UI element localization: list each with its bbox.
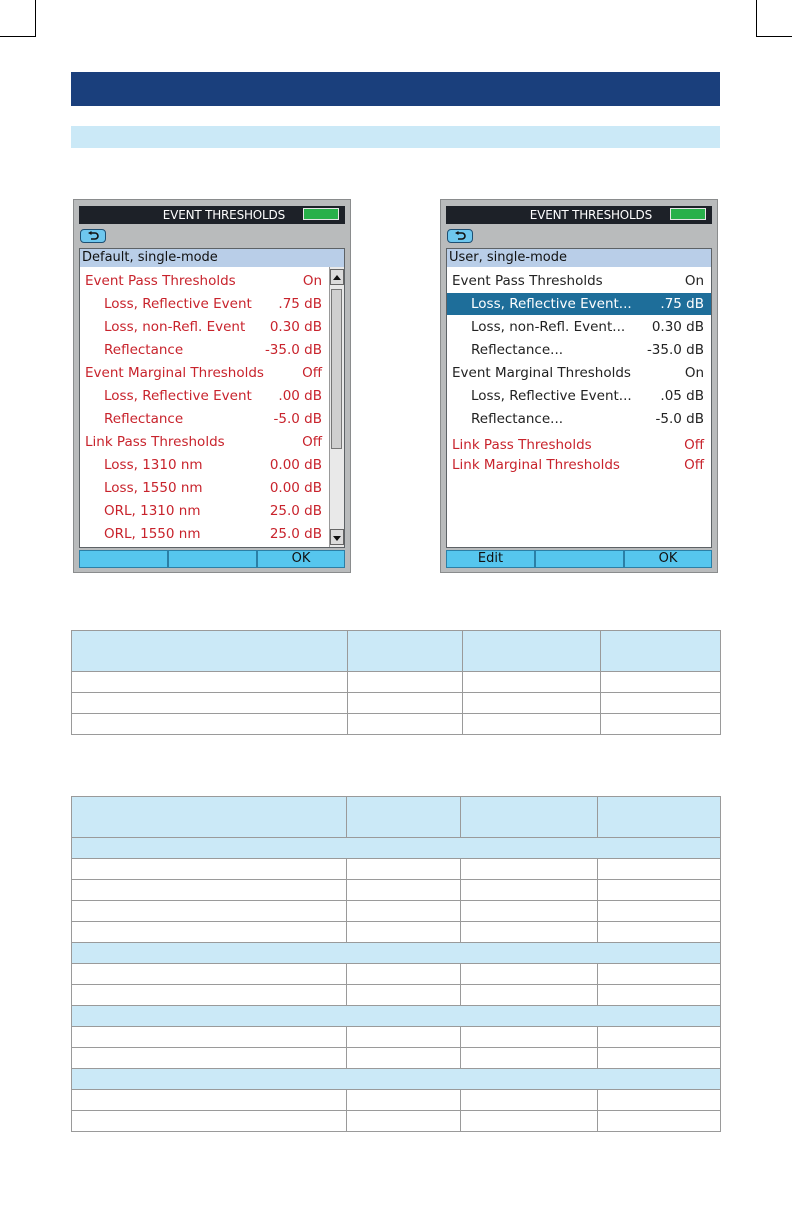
table-cell	[463, 693, 601, 714]
threshold-group-row[interactable]	[447, 435, 711, 455]
table-cell	[347, 880, 461, 901]
tester-screen-default	[73, 199, 351, 573]
screen-content	[79, 248, 345, 548]
threshold-setting-row[interactable]	[80, 477, 330, 499]
setting-value: On	[302, 273, 322, 289]
scrollbar[interactable]	[329, 267, 344, 547]
setting-value: 0.00 dB	[269, 457, 322, 473]
table-cell	[461, 985, 598, 1006]
battery-icon	[670, 208, 706, 220]
table-cell	[347, 797, 461, 838]
table-cell	[463, 631, 601, 672]
crop-mark-top	[0, 36, 36, 37]
table-row	[72, 714, 721, 735]
threshold-group-row[interactable]	[447, 455, 711, 475]
table-section-row	[72, 1006, 721, 1027]
threshold-setting-row[interactable]	[80, 339, 330, 361]
setting-value: 25.0 dB	[269, 503, 322, 519]
threshold-setting-row[interactable]	[80, 316, 330, 338]
table-cell	[461, 797, 598, 838]
header-banner	[71, 72, 720, 106]
setting-value: 0.00 dB	[269, 480, 322, 496]
crop-mark-top	[756, 36, 792, 37]
threshold-setting-row[interactable]	[80, 385, 330, 407]
setting-label: Loss, Reflective Event...	[471, 296, 632, 312]
table-row	[72, 1111, 721, 1132]
threshold-group-row[interactable]	[80, 431, 330, 453]
section-cell	[72, 1006, 721, 1027]
table-row	[72, 1090, 721, 1111]
back-button[interactable]	[80, 229, 106, 243]
threshold-setting-row[interactable]	[447, 385, 711, 407]
setting-label: ORL, 1550 nm	[104, 526, 201, 542]
table-cell	[72, 714, 348, 735]
screen-title-bar	[446, 206, 712, 224]
mode-label: Default, single-mode	[80, 249, 344, 267]
table-cell	[72, 985, 347, 1006]
table-header-row	[72, 797, 721, 838]
table-cell	[347, 1090, 461, 1111]
table-cell	[347, 1111, 461, 1132]
table-cell	[347, 859, 461, 880]
setting-label: ORL, 1310 nm	[104, 503, 201, 519]
threshold-group-row[interactable]	[447, 270, 711, 292]
section-cell	[72, 838, 721, 859]
setting-value: 25.0 dB	[269, 526, 322, 542]
setting-value: .05 dB	[660, 388, 704, 404]
setting-value: .00 dB	[278, 388, 322, 404]
scroll-up-button[interactable]	[330, 269, 344, 285]
table-section-row	[72, 1069, 721, 1090]
table-cell	[461, 859, 598, 880]
back-arrow-icon	[454, 231, 466, 241]
table-cell	[601, 672, 721, 693]
table-cell	[347, 1027, 461, 1048]
spec-table-2	[71, 796, 721, 1132]
setting-value: Off	[302, 434, 322, 450]
setting-value: 0.30 dB	[651, 319, 704, 335]
table-row	[72, 672, 721, 693]
setting-value: -35.0 dB	[646, 342, 704, 358]
threshold-setting-row[interactable]	[447, 408, 711, 430]
setting-value: -5.0 dB	[655, 411, 704, 427]
spec-table-1	[71, 630, 721, 735]
table-cell	[601, 714, 721, 735]
table-cell	[461, 1090, 598, 1111]
arrow-up-icon	[331, 271, 343, 285]
table-cell	[463, 672, 601, 693]
table-cell	[72, 631, 348, 672]
table-section-row	[72, 943, 721, 964]
setting-label: Loss, non-Refl. Event...	[471, 319, 626, 335]
setting-value: 0.30 dB	[269, 319, 322, 335]
setting-value: Off	[684, 437, 704, 453]
table-row	[72, 901, 721, 922]
setting-value: On	[684, 273, 704, 289]
softkey-2[interactable]	[535, 550, 624, 568]
tester-screen-user	[440, 199, 718, 573]
back-button[interactable]	[447, 229, 473, 243]
setting-label: Event Pass Thresholds	[85, 273, 236, 289]
threshold-group-row[interactable]	[80, 270, 330, 292]
table-cell	[72, 1048, 347, 1069]
table-cell	[347, 964, 461, 985]
softkey-bar	[79, 550, 345, 568]
table-cell	[347, 1048, 461, 1069]
table-cell	[598, 1027, 721, 1048]
table-row	[72, 1027, 721, 1048]
setting-label: Loss, Reflective Event...	[471, 388, 632, 404]
table-cell	[348, 672, 463, 693]
table-header-row	[72, 631, 721, 672]
softkey-1[interactable]	[79, 550, 168, 568]
screen-content	[446, 248, 712, 548]
table-row	[72, 922, 721, 943]
battery-icon	[303, 208, 339, 220]
mode-label: User, single-mode	[447, 249, 711, 267]
table-cell	[598, 859, 721, 880]
setting-label: Link Pass Thresholds	[452, 437, 592, 453]
setting-label: Loss, Reflective Event	[104, 296, 252, 312]
table-cell	[598, 1048, 721, 1069]
setting-label: Link Pass Thresholds	[85, 434, 225, 450]
table-cell	[598, 1090, 721, 1111]
table-cell	[463, 714, 601, 735]
crop-mark-top	[756, 0, 757, 36]
setting-value: On	[684, 365, 704, 381]
threshold-setting-row[interactable]	[80, 408, 330, 430]
edit-button[interactable]: Edit	[446, 550, 535, 568]
back-arrow-icon	[87, 231, 99, 241]
ok-button[interactable]: OK	[257, 550, 345, 568]
arrow-down-icon	[331, 531, 343, 545]
table-cell	[598, 985, 721, 1006]
table-cell	[461, 901, 598, 922]
table-cell	[72, 1111, 347, 1132]
setting-value: -35.0 dB	[264, 342, 322, 358]
setting-label: Reflectance	[104, 342, 184, 358]
table-cell	[347, 922, 461, 943]
table-cell	[347, 985, 461, 1006]
setting-label: Loss, Reflective Event	[104, 388, 252, 404]
table-cell	[348, 693, 463, 714]
table-cell	[461, 1048, 598, 1069]
softkey-2[interactable]	[168, 550, 257, 568]
table-cell	[598, 880, 721, 901]
threshold-setting-row[interactable]	[80, 454, 330, 476]
setting-value: .75 dB	[278, 296, 322, 312]
table-cell	[598, 901, 721, 922]
screen-title: EVENT THRESHOLDS	[162, 208, 285, 222]
setting-label: Event Marginal Thresholds	[452, 365, 631, 381]
table-cell	[348, 714, 463, 735]
table-cell	[461, 964, 598, 985]
table-row	[72, 859, 721, 880]
threshold-setting-row[interactable]	[80, 293, 330, 315]
scroll-thumb[interactable]	[331, 289, 342, 449]
table-section-row	[72, 838, 721, 859]
setting-value: -5.0 dB	[273, 411, 322, 427]
table-cell	[598, 1111, 721, 1132]
threshold-setting-row[interactable]	[80, 523, 330, 545]
table-cell	[72, 964, 347, 985]
table-row	[72, 1048, 721, 1069]
table-cell	[72, 1090, 347, 1111]
table-row	[72, 880, 721, 901]
table-cell	[72, 922, 347, 943]
threshold-group-row[interactable]	[80, 362, 330, 384]
setting-label: Event Pass Thresholds	[452, 273, 603, 289]
threshold-setting-row[interactable]	[80, 500, 330, 522]
threshold-setting-row[interactable]	[447, 293, 711, 315]
table-cell	[461, 922, 598, 943]
table-cell	[72, 1027, 347, 1048]
scroll-down-button[interactable]	[330, 529, 344, 545]
table-cell	[72, 859, 347, 880]
table-cell	[598, 964, 721, 985]
table-cell	[598, 922, 721, 943]
setting-label: Reflectance	[104, 411, 184, 427]
setting-value: Off	[684, 457, 704, 473]
setting-value: Off	[302, 365, 322, 381]
section-cell	[72, 943, 721, 964]
threshold-setting-row[interactable]	[447, 316, 711, 338]
table-cell	[347, 901, 461, 922]
table-cell	[598, 797, 721, 838]
table-cell	[461, 1111, 598, 1132]
table-row	[72, 693, 721, 714]
table-cell	[601, 631, 721, 672]
setting-label: Event Marginal Thresholds	[85, 365, 264, 381]
table-cell	[72, 797, 347, 838]
table-cell	[72, 693, 348, 714]
setting-value: .75 dB	[660, 296, 704, 312]
ok-button[interactable]: OK	[624, 550, 712, 568]
table-cell	[601, 693, 721, 714]
screen-title-bar	[79, 206, 345, 224]
table-cell	[72, 880, 347, 901]
softkey-bar	[446, 550, 712, 568]
section-cell	[72, 1069, 721, 1090]
table-row	[72, 964, 721, 985]
setting-label: Loss, non-Refl. Event	[104, 319, 246, 335]
threshold-setting-row[interactable]	[447, 339, 711, 361]
table-row	[72, 985, 721, 1006]
table-cell	[461, 1027, 598, 1048]
table-cell	[72, 672, 348, 693]
table-cell	[72, 901, 347, 922]
screen-title: EVENT THRESHOLDS	[529, 208, 652, 222]
crop-mark-top	[35, 0, 36, 36]
threshold-group-row[interactable]	[447, 362, 711, 384]
table-cell	[461, 880, 598, 901]
section-bar	[71, 126, 720, 148]
setting-label: Link Marginal Thresholds	[452, 457, 620, 473]
setting-label: Reflectance...	[471, 342, 564, 358]
table-cell	[348, 631, 463, 672]
setting-label: Reflectance...	[471, 411, 564, 427]
setting-label: Loss, 1550 nm	[104, 480, 203, 496]
setting-label: Loss, 1310 nm	[104, 457, 203, 473]
